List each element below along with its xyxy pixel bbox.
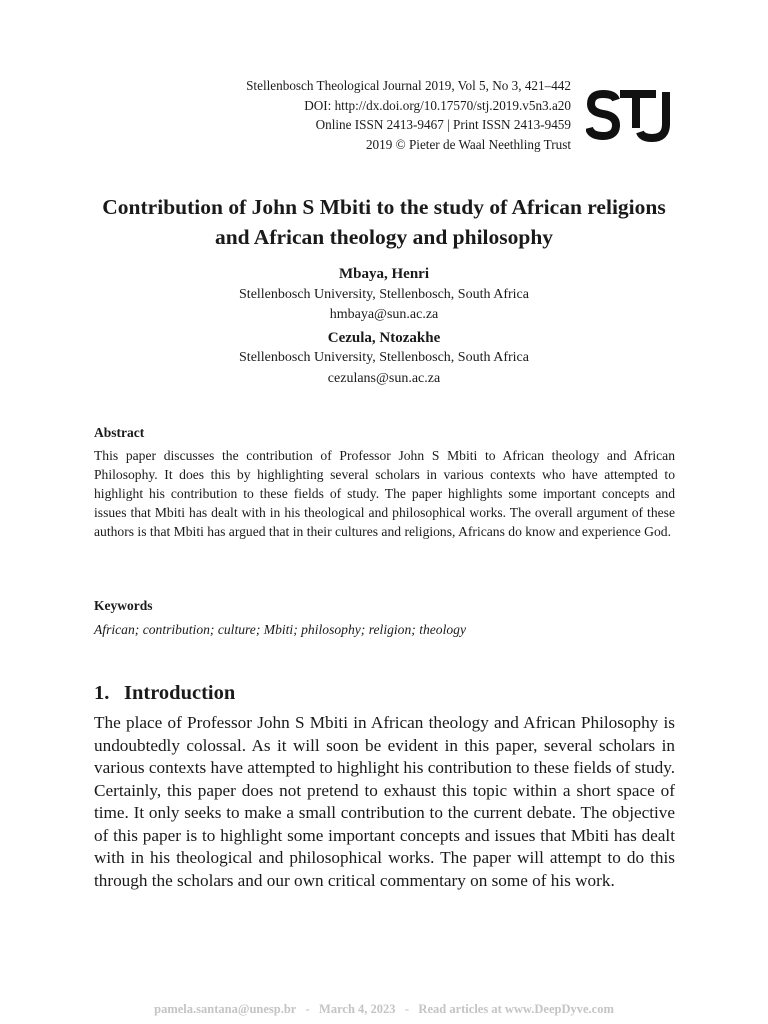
keywords-list: African; contribution; culture; Mbiti; philosophy; religion; theology: [94, 622, 466, 637]
copyright-line: 2019 © Pieter de Waal Neethling Trust: [365, 136, 571, 152]
paper-title: Contribution of John S Mbiti to the study of African religions and African theology and philosophy: [102, 195, 666, 249]
doi-line[interactable]: DOI: http://dx.doi.org/10.17570/stj.2019.v5n3.a20: [304, 97, 571, 113]
author-block: [84, 264, 684, 326]
journal-info: [246, 76, 571, 154]
section-title: Introduction: [124, 682, 236, 704]
stj-logo: [586, 86, 674, 144]
download-footer: pamela.santana@unesp.br - March 4, 2023 - Read articles at www.DeepDyve.com: [154, 1002, 614, 1016]
issn-line: Online ISSN 2413-9467 | Print ISSN 2413-9459: [315, 117, 571, 132]
abstract-heading: Abstract: [94, 425, 145, 440]
abstract-text: This paper discusses the contribution of Professor John S Mbiti to African theology and African Philosophy. It does this by highlighting several scholars in various contexts who have attempted to highlight his contribution to these fields of study. The paper highlights some important concepts and issues that Mbiti has dealt with in his theological and philosophical works. The overall argument of these authors is that Mbiti has argued that in their cultures and religions, Africans do know and experience God.: [94, 448, 675, 540]
author-affiliation: Stellenbosch University, Stellenbosch, South Africa: [239, 350, 529, 365]
introduction-text: The place of Professor John S Mbiti in African theology and African Philosophy is undoubtedly colossal. As it will soon be evident in this paper, several scholars in various contexts have attempted to highlight his contribution to these fields of study. Certainly, this paper does not pretend to exhaust this topic within a short space of time. It only seeks to make a small contribution to the current debate. The objective of this paper is to highlight some important concepts and issues that Mbiti has dealt with in his theological and philosophical works. The paper will attempt to do this through the scholars and our own critical commentary on some of his work.: [94, 713, 675, 890]
author-email[interactable]: cezulans@sun.ac.za: [327, 370, 441, 386]
journal-citation: Stellenbosch Theological Journal 2019, Vol 5, No 3, 421–442: [246, 78, 571, 93]
keywords-heading: Keywords: [94, 598, 153, 613]
author-name: Mbaya, Henri: [339, 266, 429, 282]
section-heading-introduction: [94, 682, 235, 705]
section-number: 1.: [94, 682, 110, 704]
author-affiliation: Stellenbosch University, Stellenbosch, South Africa: [239, 286, 529, 302]
author-email[interactable]: hmbaya@sun.ac.za: [329, 307, 439, 322]
author-list: [84, 264, 684, 391]
author-block: [84, 328, 684, 390]
author-name: Cezula, Ntozakhe: [327, 329, 441, 346]
